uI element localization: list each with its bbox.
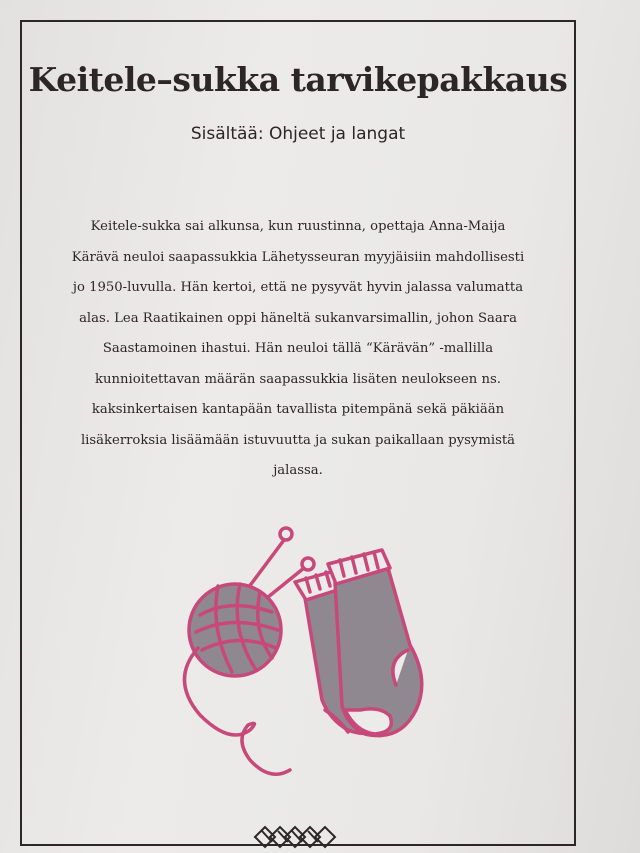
body-line: alas. Lea Raatikainen oppi häneltä sukanvarsimallin, johon Saara: [79, 310, 517, 326]
page-subtitle: Sisältää: Ohjeet ja langat: [190, 124, 406, 144]
body-line: kaksinkertaisen kantapään tavallista pitempänä sekä päkiään: [91, 402, 505, 417]
yarn-ball-and-socks-icon: [160, 520, 440, 800]
yarn-ball-icon: [184, 584, 290, 774]
body-paragraph: [40, 212, 556, 487]
body-line: kunnioitettavan määrän saapassukkia lisäten neulokseen ns.: [95, 371, 501, 387]
body-line: Kärävä neuloi saapassukkia Lähetysseuran myyjäisiin mahdollisesti: [71, 249, 525, 265]
page-title: Keitele–sukka tarvikepakkaus: [28, 60, 568, 99]
knot-ornament-icon: [250, 822, 340, 853]
body-line: Keitele-sukka sai alkunsa, kun ruustinna, opettaja Anna-Maija: [90, 219, 506, 234]
sock-front-icon: [328, 550, 422, 736]
body-line: Saastamoinen ihastui. Hän neuloi tällä “Kärävän” -mallilla: [102, 341, 494, 356]
body-line: jo 1950-luvulla. Hän kertoi, että ne pysyvät hyvin jalassa valumatta: [72, 280, 524, 295]
body-line: lisäkerroksia lisäämään istuvuutta ja sukan paikallaan pysymistä: [80, 432, 516, 448]
body-line: jalassa.: [273, 463, 323, 478]
